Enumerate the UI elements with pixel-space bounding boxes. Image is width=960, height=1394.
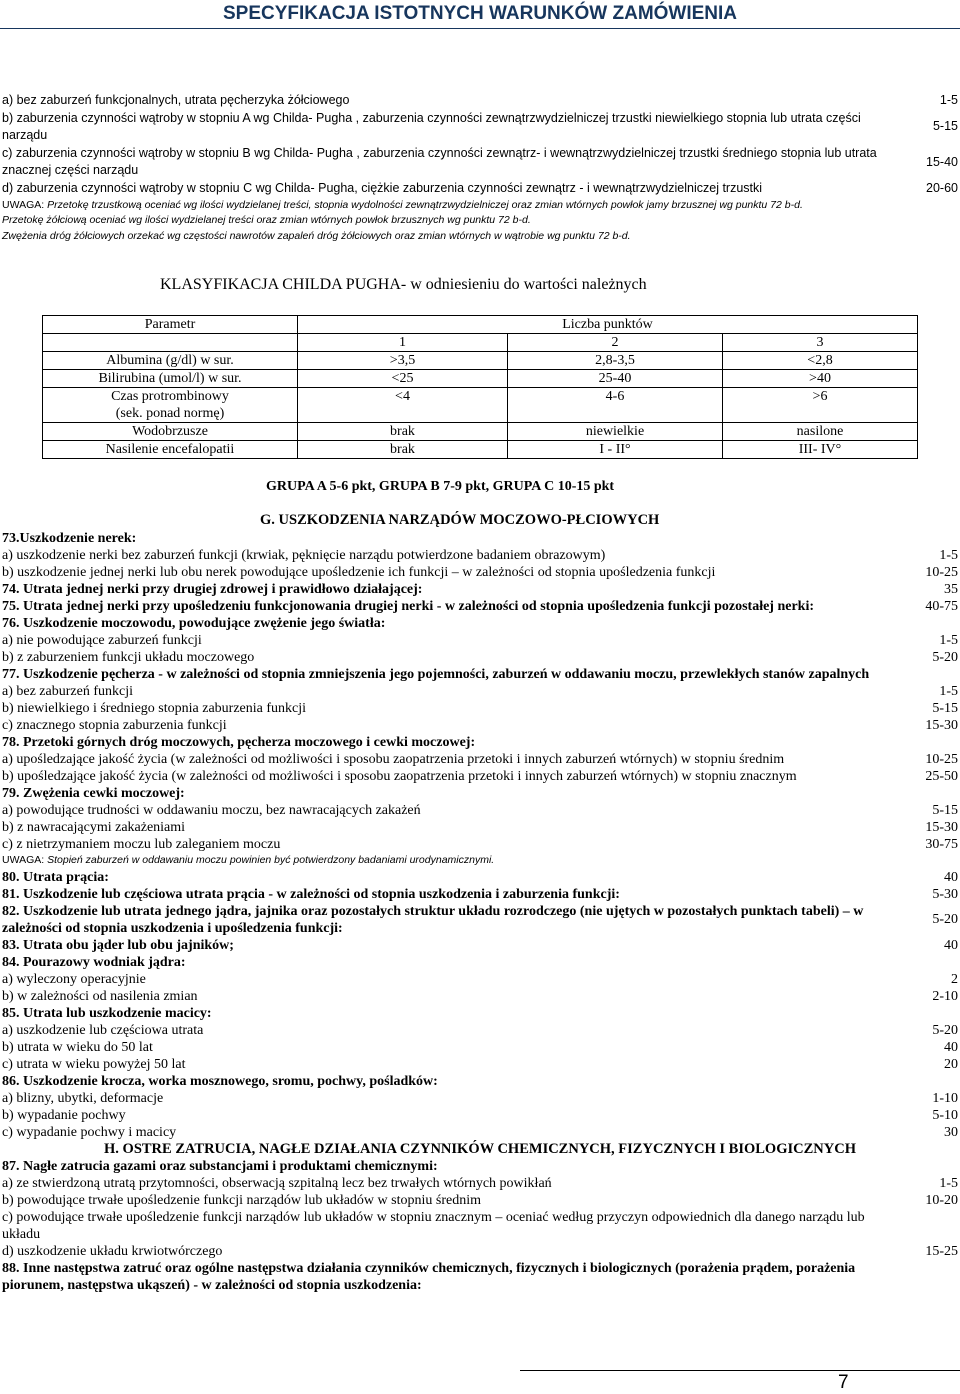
item-value: 10-25	[925, 565, 958, 580]
item-text: b) zaburzenia czynności wątroby w stopniu A wg Childa- Pugha , zaburzenia czynności zewnątrzwydzielniczej trzustki niewielkiego stopnia lub utrata części narządu	[2, 110, 861, 143]
item-text: b) z nawracającymi zakażeniami	[2, 820, 186, 835]
header-divider	[0, 28, 960, 29]
item-text: a) powodujące trudności w oddawaniu moczu, bez nawracających zakażeń	[2, 803, 421, 818]
table-header-row	[43, 316, 918, 334]
list-item	[2, 180, 958, 198]
heading-main: KLASYFIKACJA CHILDA PUGHA	[160, 276, 401, 293]
item-text: d) zaburzenia czynności wątroby w stopniu C wg Childa- Pugha, ciężkie zaburzenia czynności zewnątrz - i wewnątrzwydzielniczej trzustki	[2, 180, 763, 195]
item-text: 76. Uszkodzenie moczowodu, powodujące zwężenie jego światła:	[2, 616, 386, 631]
item-text: 84. Pourazowy wodniak jądra:	[2, 954, 186, 970]
item-value: 2-10	[932, 988, 958, 1004]
item-value: 10-20	[925, 1192, 958, 1208]
list-item	[2, 954, 958, 971]
list-item	[2, 971, 958, 988]
section-g-list	[2, 530, 958, 1294]
item-value: 15-25	[925, 1243, 958, 1259]
list-item	[2, 1158, 958, 1175]
list-item	[2, 615, 958, 632]
child-pugh-heading	[0, 276, 960, 294]
list-item	[2, 1107, 958, 1124]
item-text: a) uszkodzenie lub częściowa utrata	[2, 1022, 204, 1038]
item-text: b) niewielkiego i średniego stopnia zaburzenia funkcji	[2, 701, 307, 716]
item-value: 40	[944, 1039, 958, 1055]
item-text: a) upośledzające jakość życia (w zależności od możliwości i sposobu zaopatrzenia przetoki i innych zaburzeń wtórnych) w stopniu średnim	[2, 752, 785, 767]
item-value: 30	[944, 1124, 958, 1140]
item-value: 20-60	[926, 180, 958, 195]
list-item	[2, 768, 958, 785]
item-text: 88. Inne następstwa zatruć oraz ogólne następstwa działania czynników chemicznych, fizycznych i biologicznych (porażenia prądem, porażenia piorunem, następstwa ukąszeń) - w zależności od stopnia uszkodzenia:	[2, 1260, 856, 1293]
table-cell: 4-6	[508, 388, 723, 423]
item-text: a) bez zaburzeń funkcji	[2, 684, 133, 699]
list-item	[2, 110, 958, 145]
item-value: 5-30	[932, 886, 958, 902]
list-item	[2, 547, 958, 564]
list-item	[2, 1090, 958, 1107]
item-value: 15-30	[925, 820, 958, 835]
list-item	[2, 886, 958, 903]
item-value: 15-40	[926, 154, 958, 169]
list-item	[2, 819, 958, 836]
item-text: 85. Utrata lub uszkodzenie macicy:	[2, 1005, 212, 1021]
table-row	[43, 441, 918, 459]
list-item	[2, 751, 958, 768]
table-cell: niewielkie	[508, 423, 723, 441]
list-item	[2, 1073, 958, 1090]
item-value: 5-10	[932, 1107, 958, 1123]
item-text: b) wypadanie pochwy	[2, 1107, 126, 1123]
list-item	[2, 785, 958, 802]
item-value: 40	[944, 937, 958, 953]
footer-divider	[520, 1370, 960, 1371]
item-text: 82. Uszkodzenie lub utrata jednego jądra, jajnika oraz pozostałych struktur układu rozrodczego (nie ujętych w pozostałych punktach tabeli) – w zależności od stopnia uszkodzenia i upośledzenia funkcji:	[2, 903, 864, 936]
note-bile-stricture: Zwężenia dróg żółciowych orzekać wg częstości nawrotów zapaleń dróg żółciowych oraz zmian wtórnych w wątrobie wg punktu 72 b-d.	[2, 229, 631, 242]
page-number: 7	[838, 1372, 849, 1393]
item-text: b) utrata w wieku do 50 lat	[2, 1039, 153, 1055]
item-value: 35	[944, 582, 958, 597]
table-row	[43, 352, 918, 370]
item-text: a) bez zaburzeń funkcjonalnych, utrata pęcherzyka żółciowego	[2, 93, 350, 107]
list-item	[2, 836, 958, 853]
item-value: 10-25	[925, 752, 958, 767]
table-cell: >6	[723, 388, 918, 423]
item-value: 40-75	[925, 599, 958, 614]
item-value: 1-5	[939, 1175, 958, 1191]
list-item	[2, 1192, 958, 1209]
items-list	[2, 1158, 958, 1294]
note-text: Stopień zaburzeń w oddawaniu moczu powinien być potwierdzony badaniami urodynamicznymi.	[44, 854, 495, 866]
item-text: a) ze stwierdzoną utratą przytomności, obserwacją szpitalną lecz bez trwałych wtórnych powikłań	[2, 1175, 552, 1191]
child-pugh-table	[42, 315, 918, 459]
list-item	[2, 1039, 958, 1056]
list-item	[2, 988, 958, 1005]
items-list	[2, 869, 958, 1141]
table-cell: Wodobrzusze	[43, 423, 298, 441]
item-text: 74. Utrata jednej nerki przy drugiej zdrowej i prawidłowo działającej:	[2, 582, 423, 597]
list-item	[2, 1243, 958, 1260]
section-g-title: G. USZKODZENIA NARZĄDÓW MOCZOWO-PŁCIOWYCH	[260, 512, 660, 528]
page-header-title: SPECYFIKACJA ISTOTNYCH WARUNKÓW ZAMÓWIENIA	[222, 3, 738, 24]
item-text: a) uszkodzenie nerki bez zaburzeń funkcji (krwiak, pęknięcie narządu potwierdzone badaniem obrazowym)	[2, 548, 606, 563]
item-text: 73.Uszkodzenie nerek:	[2, 531, 137, 546]
item-text: 77. Uszkodzenie pęcherza - w zależności od stopnia zmniejszenia jego pojemności, zaburzeń w oddawaniu moczu, przewlekłych stanów zapalnych	[2, 667, 870, 682]
list-item	[2, 666, 958, 683]
table-cell: brak	[298, 423, 508, 441]
header-param: Parametr	[43, 316, 298, 334]
list-item	[2, 598, 958, 615]
item-value: 1-5	[939, 684, 958, 699]
list-item	[2, 581, 958, 598]
item-value: 2	[951, 971, 958, 987]
item-text: 81. Uszkodzenie lub częściowa utrata prącia - w zależności od stopnia uszkodzenia i zaburzenia funkcji:	[2, 886, 620, 902]
item-text: 83. Utrata obu jąder lub obu jajników;	[2, 937, 234, 953]
item-text: b) powodujące trwałe upośledzenie funkcji narządów lub układów w stopniu średnim	[2, 1192, 481, 1208]
item-value: 5-15	[932, 119, 958, 134]
item-text: b) w zależności od nasilenia zmian	[2, 988, 198, 1004]
table-cell: nasilone	[723, 423, 918, 441]
table-cell: Albumina (g/dl) w sur.	[43, 352, 298, 370]
item-text: b) uszkodzenie jednej nerki lub obu nerek powodujące upośledzenie ich funkcji – w zależności od stopnia upośledzenia funkcji	[2, 565, 716, 580]
item-value: 15-30	[925, 718, 958, 733]
group-summary: GRUPA A 5-6 pkt, GRUPA B 7-9 pkt, GRUPA C 10-15 pkt	[266, 479, 615, 494]
table-row	[43, 423, 918, 441]
table-cell: brak	[298, 441, 508, 459]
list-item	[2, 1124, 958, 1141]
item-text: 87. Nagłe zatrucia gazami oraz substancjami i produktami chemicznymi:	[2, 1158, 438, 1174]
table-cell: >40	[723, 370, 918, 388]
list-item	[2, 1209, 958, 1243]
item-value: 5-15	[932, 803, 958, 818]
list-item	[2, 632, 958, 649]
item-value: 20	[944, 1056, 958, 1072]
item-text: 78. Przetoki górnych dróg moczowych, pęcherza moczowego i cewki moczowej:	[2, 735, 476, 750]
table-cell: 2,8-3,5	[508, 352, 723, 370]
item-text: 79. Zwężenia cewki moczowej:	[2, 786, 185, 801]
table-cell-empty	[43, 334, 298, 352]
item-text: c) z nietrzymaniem moczu lub zaleganiem moczu	[2, 837, 281, 852]
list-item	[2, 1022, 958, 1039]
note-label: UWAGA:	[2, 854, 45, 866]
list-item	[2, 530, 958, 547]
item-value: 5-20	[932, 912, 958, 927]
header-points: Liczba punktów	[298, 316, 918, 334]
table-cell: Bilirubina (umol/l) w sur.	[43, 370, 298, 388]
list-item	[2, 564, 958, 581]
note-urodynamic	[2, 853, 958, 869]
item-value: 1-5	[939, 548, 958, 563]
list-item	[2, 869, 958, 886]
item-text: 86. Uszkodzenie krocza, worka mosznowego, sromu, pochwy, pośladków:	[2, 1073, 438, 1089]
table-cell: 25-40	[508, 370, 723, 388]
item-text: b) z zaburzeniem funkcji układu moczowego	[2, 650, 255, 665]
item-value: 1-5	[939, 633, 958, 648]
list-item	[2, 1056, 958, 1073]
table-cell: <2,8	[723, 352, 918, 370]
top-liver-section	[2, 92, 958, 244]
header-col: 2	[508, 334, 723, 352]
note-label: UWAGA:	[2, 198, 45, 211]
heading-rest: - w odniesieniu do wartości należnych	[400, 276, 647, 293]
item-text: c) zaburzenia czynności wątroby w stopniu B wg Childa- Pugha , zaburzenia czynności zewnątrz- i wewnątrzwydzielniczej trzustki średniego stopnia lub utrata znacznej części narządu	[2, 145, 877, 178]
table-row	[43, 370, 918, 388]
list-item	[2, 802, 958, 819]
items-list	[2, 530, 958, 853]
item-value: 1-10	[932, 1090, 958, 1106]
list-item	[2, 683, 958, 700]
list-item	[2, 717, 958, 734]
note-bile-fistula: Przetokę żółciową oceniać wg ilości wydzielanej treści oraz zmian wtórnych powłok brzusznych wg punktu 72 b-d.	[2, 214, 531, 227]
header-col: 3	[723, 334, 918, 352]
item-text: 75. Utrata jednej nerki przy upośledzeniu funkcjonowania drugiej nerki - w zależności od stopnia upośledzenia funkcji pozostałej nerki:	[2, 599, 815, 614]
list-item	[2, 937, 958, 954]
list-item	[2, 649, 958, 666]
item-text: d) uszkodzenie układu krwiotwórczego	[2, 1243, 223, 1259]
item-value: 40	[944, 869, 958, 885]
table-cell: Czas protrombinowy (sek. ponad normę)	[43, 388, 298, 423]
table-cell: <4	[298, 388, 508, 423]
item-text: c) wypadanie pochwy i macicy	[2, 1124, 177, 1140]
list-item	[2, 1175, 958, 1192]
table-cell: III- IV°	[723, 441, 918, 459]
item-value: 5-20	[932, 650, 958, 665]
item-text: a) wyleczony operacyjnie	[2, 971, 146, 987]
item-text: c) znacznego stopnia zaburzenia funkcji	[2, 718, 227, 733]
section-h-title: H. OSTRE ZATRUCIA, NAGŁE DZIAŁANIA CZYNNIKÓW CHEMICZNYCH, FIZYCZNYCH I BIOLOGICZNYCH	[104, 1140, 856, 1157]
table-cell: <25	[298, 370, 508, 388]
list-item	[2, 145, 958, 180]
item-text: c) utrata w wieku powyżej 50 lat	[2, 1056, 186, 1072]
list-item	[2, 903, 958, 937]
table-cell: I - II°	[508, 441, 723, 459]
table-header-row	[43, 334, 918, 352]
list-item	[2, 1005, 958, 1022]
item-value: 30-75	[925, 837, 958, 852]
list-item	[2, 700, 958, 717]
table-row	[43, 388, 918, 423]
item-text: a) blizny, ubytki, deformacje	[2, 1090, 164, 1106]
header-col: 1	[298, 334, 508, 352]
item-text: c) powodujące trwałe upośledzenie funkcji narządów lub układów w stopniu znacznym – oceniać według przyczyn odpowiednich dla danego narządu lub układu	[2, 1209, 865, 1242]
item-value: 5-20	[932, 1022, 958, 1038]
note-text: Przetokę trzustkową oceniać wg ilości wydzielanej treści, stopnia wydolności zewnątrzwydzielniczej oraz zmian wtórnych powłok jamy brzusznej wg punktu 72 b-d.	[44, 198, 803, 211]
list-item	[2, 92, 958, 110]
table-cell: >3,5	[298, 352, 508, 370]
item-value: 5-15	[932, 701, 958, 716]
item-text: b) upośledzające jakość życia (w zależności od możliwości i sposobu zaopatrzenia przetoki i innych zaburzeń wtórnych) w stopniu znacznym	[2, 769, 797, 784]
item-value: 1-5	[939, 93, 958, 107]
list-item	[2, 1260, 958, 1294]
list-item	[2, 734, 958, 751]
table-cell: Nasilenie encefalopatii	[43, 441, 298, 459]
item-text: 80. Utrata prącia:	[2, 869, 109, 885]
item-text: a) nie powodujące zaburzeń funkcji	[2, 633, 202, 648]
item-value: 25-50	[925, 769, 958, 784]
note-pancreatic-fistula	[2, 198, 958, 214]
